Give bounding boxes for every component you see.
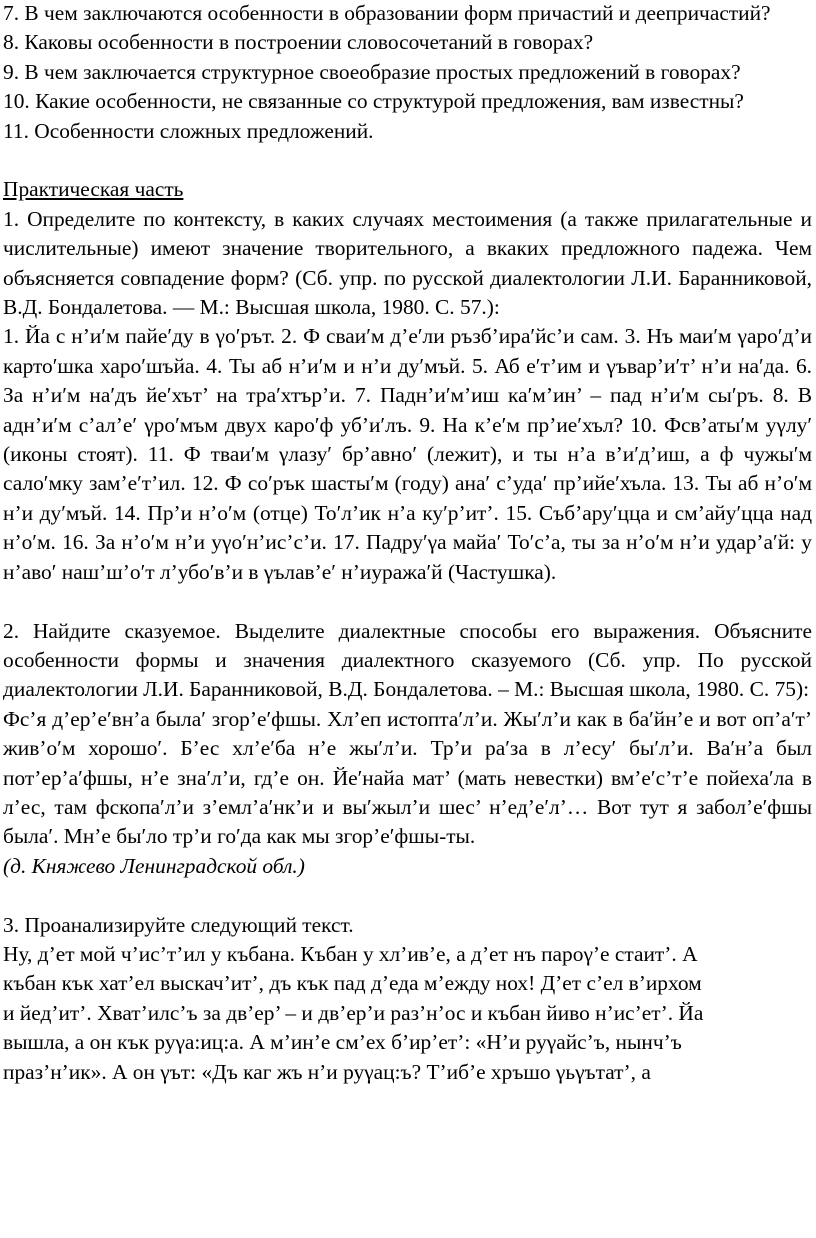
question-10: 10. Какие особенности, не связанные со структурой предложения, вам известны?: [3, 89, 744, 114]
task-3-line: Ну, д’ет мой ч’ис’т’ил у къбана. Къбан у хл’ив’е, а д’ет нъ пароγ’е стаит’. А: [3, 941, 698, 966]
task-1-text: 1. Йа с н’и′м пайе′ду в γо′рът. 2. Ф сваи′м д’е′ли ръзб’ира′йс’и сам. 3. Нъ маи′м γаро′д’и карто′шка харо′шъйа. 4. Ты аб н’и′м и н’и ду′мъй. 5. Аб е′т’им и γъвар’и′т’ н’и на′да. 6. За н’и′м на′дъ йе′хът’ на тра′хтър’и. 7. Падн’и′м’иш ка′м’ин’ – пад н’и′м сы′ръ. 8. В адн’и′м с’ал’е′ γро′мъм двух каро′ф уб’и′лъ. 9. На к’е′м пр’ие′хъл? 10. Фсв’аты′м уγлу′ (иконы стоят). 11. Ф тваи′м γлазу′ бр’авно′ (лежит), и ты н’а в’и′д’иш, а ф чужы′м сало′мку зам’е′т’ил. 12. Ф со′рък шасты′м (году) ана′ с’уда′ пр’ийе′хъла. 13. Ты аб н’о′м н’и ду′мъй. 14. Пр’и н’о′м (отце) То′л’ик н’а ку′р’ит’. 15. Съб’ару′цца и см’айу′цца над н’о′м. 16. За н’о′м н’и уγо′н’ис’с’и. 17. Падру′γа майа′ То′с’а, ты за н’о′м н’и удар’а′й: у н’аво′ наш’ш’о′т л’убо′в’и в γълав’е′ н’иуража′й (Частушка).: [3, 324, 812, 584]
task-2-source: (д. Княжево Ленинградской обл.): [3, 853, 305, 878]
question-8: 8. Каковы особенности в построении словосочетаний в говорах?: [3, 30, 594, 55]
task-2-text: Фс’я д’ер’е′вн’а была′ згор’е′фшы. Хл’еп истопта′л’и. Жы′л’и как в ба′йн’е и вот оп’а′т’ жив’о′м хорошо′. Б’ес хл’е′ба н’е жы′л’и. Тр’и ра′за в л’есу′ бы′л’и. Ва′н’а был пот’ер’а′фшы, н’е зна′л’и, гд’е он. Йе′найа мат’ (мать невестки) вм’е′с’т’е пойеха′ла в л’ес, там фскопа′л’и з’емл’а′нк’и и вы′жыл’и шес’ н’ед’е′л’… Вот тут я забол’е′фшы была′. Мн’е бы′ло тр’и го′да как мы згор’е′фшы-ты.: [3, 706, 812, 849]
question-7: 7. В чем заключаются особенности в образовании форм причастий и деепричастий?: [3, 1, 771, 25]
task-3-line: вышла, а он кък руγа:иц:а. А м’ин’е см’ех б’ир’ет’: «Н’и руγайс’ъ, нынч’ъ: [3, 1030, 682, 1055]
spacer: [3, 146, 812, 175]
task-3-line: и йед’ит’. Хват’илс’ъ за дв’ер’ – и дв’ер’и раз’н’ос и къбан йиво н’ис’ет’. Йа: [3, 1000, 704, 1025]
task-3-instruction: 3. Проанализируйте следующий текст.: [3, 912, 354, 937]
practical-heading: Практическая часть: [3, 177, 184, 202]
spacer: [3, 881, 812, 910]
task-3-line: праз’н’ик». А он γът: «Дъ каг жъ н’и руγац:ъ? Т’иб’е хръшо γьγътат’, а: [3, 1059, 651, 1084]
task-1-instruction: 1. Определите по контексту, в каких случаях местоимения (а также прилагательные и числительные) имеют значение творительного, а вкаких предложного падежа. Чем объясняется совпадение форм? (Сб. упр. по русской диалектологии Л.И. Баранниковой, В.Д. Бондалетова. — М.: Высшая школа, 1980. С. 57.):: [3, 206, 812, 320]
spacer: [3, 587, 812, 616]
section-heading: [3, 175, 812, 204]
question-9: 9. В чем заключается структурное своеобразие простых предложений в говорах?: [3, 59, 741, 84]
question-11: 11. Особенности сложных предложений.: [3, 118, 374, 143]
task-3-line: къбан кък хат’ел выскач’ит’, дъ кък пад д’еда м’ежду нох! Д’ет с’ел в’ирхом: [3, 971, 702, 996]
task-2-instruction: 2. Найдите сказуемое. Выделите диалектные способы его выражения. Объясните особенности формы и значения диалектного сказуемого (Сб. упр. По русской диалектологии Л.И. Баранниковой, В.Д. Бондалетова. – М.: Высшая школа, 1980. С. 75):: [3, 618, 812, 702]
